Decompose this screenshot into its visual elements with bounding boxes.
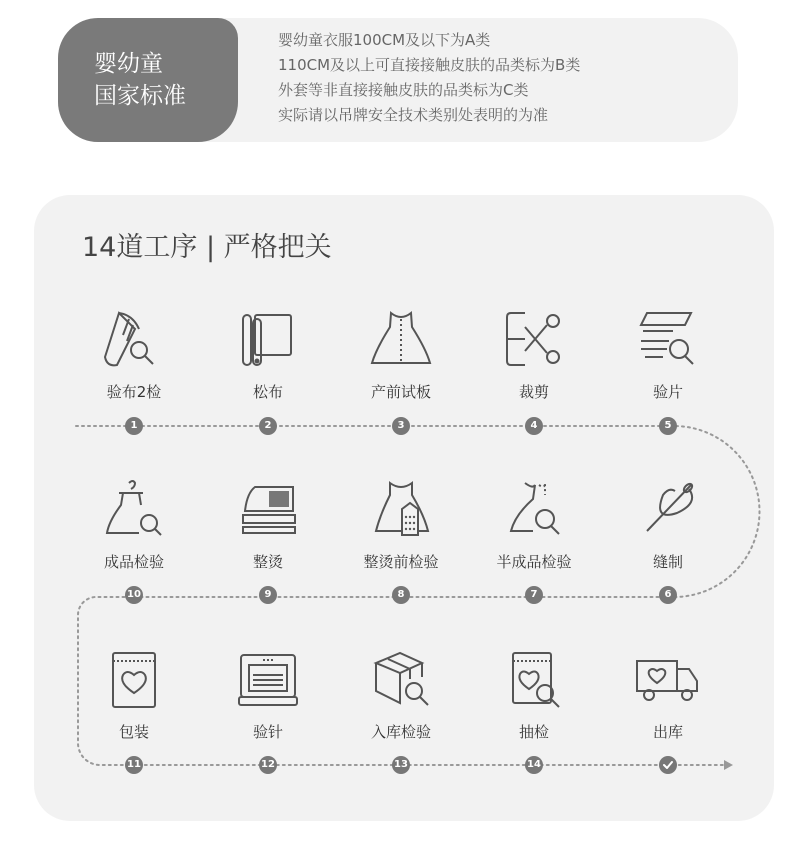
standard-line: 实际请以吊牌安全技术类别处表明的为准 [278,106,549,124]
iron-icon [233,475,303,545]
pieces-inspect-icon [633,305,703,375]
scissors-icon [499,305,569,375]
needle-detector-icon [233,645,303,715]
step-label: 整烫前检验 [363,553,439,571]
step-label: 产前试板 [370,383,431,401]
step-number: 4 [525,417,543,435]
standard-badge [58,18,238,142]
standard-card [58,18,738,142]
step-label: 裁剪 [518,383,549,401]
standard-line: 外套等非直接接触皮肤的品类标为C类 [278,81,529,99]
standard-line: 婴幼童衣服100CM及以下为A类 [278,31,491,49]
check-icon-glyph [659,756,677,774]
step-label: 验针 [252,723,283,741]
check-icon [659,756,677,774]
step-number: 7 [525,586,543,604]
hanger-dress-inspect-icon [99,475,169,545]
delivery-truck-icon [633,645,703,715]
step-2 [208,305,328,402]
step-number: 11 [125,756,143,774]
standard-badge-line2: 国家标准 [94,83,186,109]
step-label: 包装 [118,723,149,741]
step-label: 缝制 [652,553,683,571]
step-label: 成品检验 [103,553,164,571]
step-5 [608,305,728,402]
step-label: 抽检 [518,723,549,741]
half-dress-inspect-icon [499,475,569,545]
step-3 [341,305,461,402]
step-number: 6 [659,586,677,604]
step-label: 出库 [652,723,683,741]
step-4 [474,305,594,402]
step-label: 验片 [652,383,683,401]
step-10 [74,475,194,572]
step-13 [341,645,461,742]
process-title: 14道工序 | 严格把关 [82,232,332,263]
step-label: 验布2检 [106,383,162,401]
package-bag-icon [99,645,169,715]
step-15 [608,645,728,742]
step-14 [474,645,594,742]
standard-text [278,28,728,128]
step-number: 14 [525,756,543,774]
bag-inspect-icon [499,645,569,715]
step-number: 10 [125,586,143,604]
step-label: 入库检验 [370,723,431,741]
box-inspect-icon [366,645,436,715]
step-number: 8 [392,586,410,604]
step-number: 3 [392,417,410,435]
step-number: 5 [659,417,677,435]
step-number: 1 [125,417,143,435]
step-number: 2 [259,417,277,435]
step-number: 9 [259,586,277,604]
step-8 [341,475,461,572]
process-panel [34,195,774,821]
step-12 [208,645,328,742]
step-1 [74,305,194,402]
step-number: 13 [392,756,410,774]
standard-line: 110CM及以上可直接接触皮肤的品类标为B类 [278,56,581,74]
step-label: 整烫 [252,553,283,571]
dress-tag-icon [366,475,436,545]
step-11 [74,645,194,742]
step-6 [608,475,728,572]
dress-icon [366,305,436,375]
step-label: 半成品检验 [496,553,572,571]
fabric-inspect-icon [99,305,169,375]
standard-badge-line1: 婴幼童 [94,51,163,77]
step-label: 松布 [252,383,283,401]
step-number: 12 [259,756,277,774]
step-7 [474,475,594,572]
step-9 [208,475,328,572]
needle-thread-icon [633,475,703,545]
fabric-roll-icon [233,305,303,375]
